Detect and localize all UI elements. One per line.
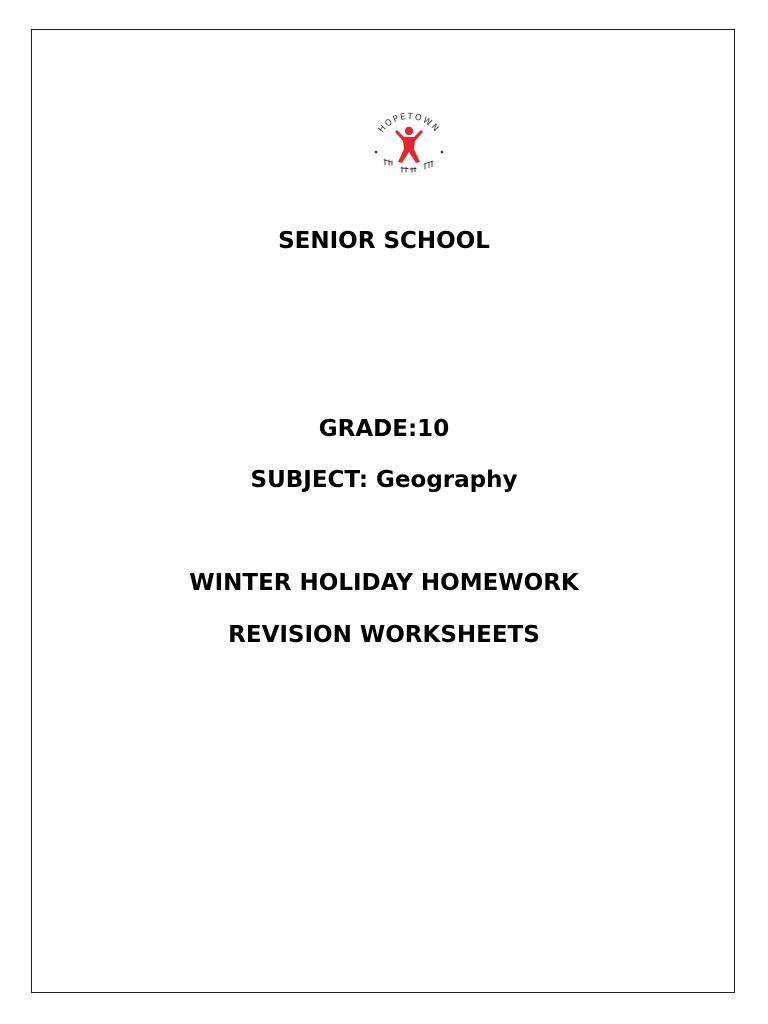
hopetown-logo xyxy=(366,110,452,190)
homework-title-line-1: WINTER HOLIDAY HOMEWORK xyxy=(189,570,579,596)
logo-dot-left xyxy=(375,151,378,154)
logo-dot-right xyxy=(441,151,444,154)
logo-wordmark: HOPETOWN xyxy=(376,111,442,135)
school-level-heading: SENIOR SCHOOL xyxy=(278,228,490,254)
grade-heading: GRADE:10 xyxy=(318,416,450,442)
jumping-figure-icon xyxy=(395,127,423,163)
homework-title-line-2: REVISION WORKSHEETS xyxy=(228,622,540,648)
logo-motto xyxy=(384,159,433,172)
subject-heading: SUBJECT: Geography xyxy=(250,467,518,493)
